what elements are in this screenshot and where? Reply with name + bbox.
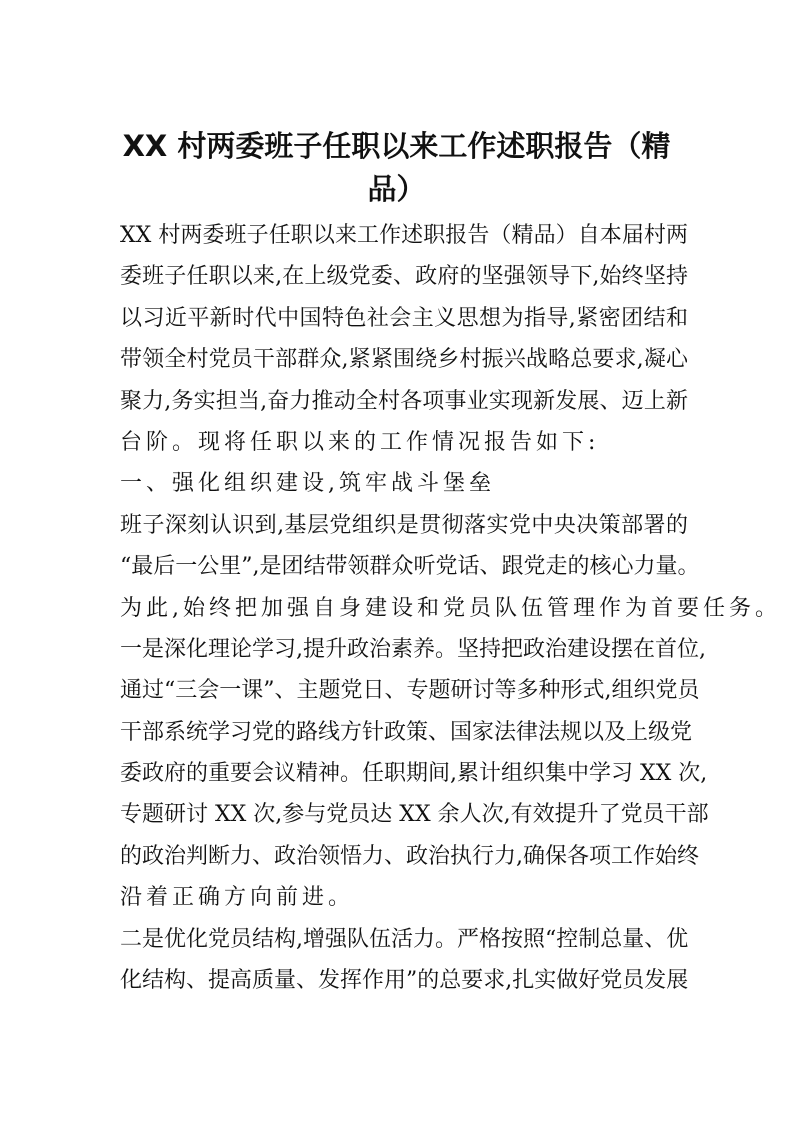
body-line: 班子深刻认识到,基层党组织是贯彻落实党中央决策部署的 xyxy=(120,512,688,538)
body-line: 干部系统学习党的路线方针政策、国家法律法规以及上级党 xyxy=(120,719,693,745)
title-line: XX 村两委班子任职以来工作述职报告（精 xyxy=(122,129,671,163)
body-line: 台阶。现将任职以来的工作情况报告如下: xyxy=(120,429,600,455)
body-line: 委班子任职以来,在上级党委、政府的坚强领导下,始终坚持 xyxy=(120,264,688,290)
body-line: XX 村两委班子任职以来工作述职报告（精品）自本届村两 xyxy=(120,223,688,248)
body-line: 二是优化党员结构,增强队伍活力。严格按照“控制总量、优 xyxy=(120,926,689,952)
body-line: 带领全村党员干部群众,紧紧围绕乡村振兴战略总要求,凝心 xyxy=(120,347,688,373)
body-line: 沿着正确方向前进。 xyxy=(120,885,355,911)
body-line: 以习近平新时代中国特色社会主义思想为指导,紧密团结和 xyxy=(120,305,688,331)
title-line: 品） xyxy=(367,172,426,206)
body-line: 委政府的重要会议精神。任职期间,累计组织集中学习 XX 次, xyxy=(120,761,708,787)
body-line: 化结构、提高质量、发挥作用”的总要求,扎实做好党员发展 xyxy=(120,968,689,994)
body-line: 聚力,务实担当,奋力推动全村各项事业实现新发展、迈上新 xyxy=(120,388,688,414)
document-title xyxy=(0,125,793,211)
body-line: 的政治判断力、政治领悟力、政治执行力,确保各项工作始终 xyxy=(120,843,699,869)
body-line: 专题研讨 XX 次,参与党员达 XX 余人次,有效提升了党员干部 xyxy=(120,802,709,828)
body-line: “最后一公里”,是团结带领群众听党话、跟党走的核心力量。 xyxy=(120,554,700,580)
body-line: 一是深化理论学习,提升政治素养。坚持把政治建设摆在首位, xyxy=(120,636,706,662)
body-line: 为此,始终把加强自身建设和党员队伍管理作为首要任务。 xyxy=(120,595,781,621)
body-line: 通过“三会一课”、主题党日、专题研讨等多种形式,组织党员 xyxy=(120,678,700,704)
body-line: 一、强化组织建设,筑牢战斗堡垒 xyxy=(120,471,495,497)
document-body xyxy=(120,215,781,1001)
